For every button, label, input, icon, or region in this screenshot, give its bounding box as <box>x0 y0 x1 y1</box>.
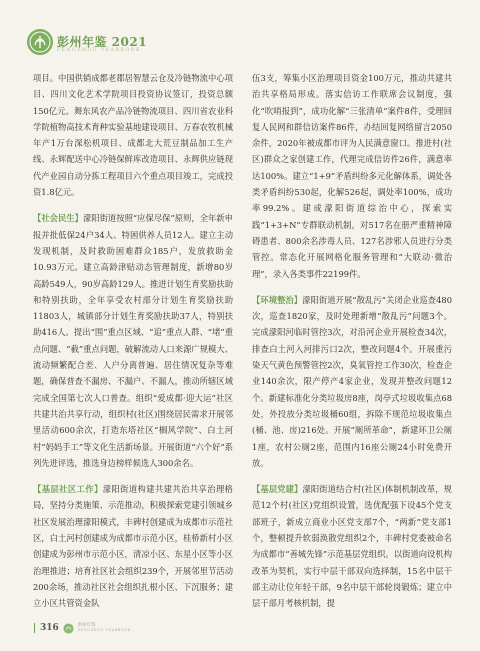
section-tag: 【环境整治】 <box>252 294 303 305</box>
page-header <box>0 0 480 62</box>
section-tag: 【基层党建】 <box>252 484 303 495</box>
section-text: 濛阳街道开展“散乱污”关闭企业巡查480次，巡查1820家，及时处理新增“散乱污”问题3个。完成濛阳河临时管控3次，对沿河企业开展检查34次，排查白土河入河排污口2次，整改问题4个。开展重污染天气黄色预警管控2次，臭氧管控工作30次，检查企业140余次，限产停产4家企业，发现并整改问题12个。新建标准化分类垃圾房8座，岗亭式垃圾收集点68处，外投放分类垃圾桶60组，拆除不规范垃圾收集点(桶、池、房)216处。开展“厕所革命”，新建环卫公厕1座，农村公厕2座，范围内16座公厕24小时免费开放。 <box>252 294 452 468</box>
party-building-section <box>252 481 452 611</box>
page-number: 316 <box>40 623 59 633</box>
continuation-paragraph: 伍3支，筹集小区治理项目资金100万元，推动共建共治共享格局形成。落实信访工作联席会议制度，强化“吹哨报到”，成功化解“三张清单”案件8件，受理回复人民网和群信访案件86件，办结回复网络留言2050余件，2020年被成都市评为人民满意窗口。推进村(社区)群众之家创建工作，代理完成信访件26件，满意率达100%。建立“1+9”矛盾纠纷多元化解体系，调处各类矛盾纠纷530起，化解526起，调处率100%，成功率99.2%。建成濛阳街道综治中心，探索实践“1+3+N”专群联动机制，对517名在册严重精神障碍患者、800余名涉毒人员、127名涉邪人员进行分类管控。常态化开展网格化服务管理和“大联动·微治理”，录入各类事件22199件。 <box>252 73 452 279</box>
footer-book-zh: 彭州年鉴 <box>77 623 96 628</box>
yearbook-logo-icon <box>26 28 54 56</box>
social-welfare-section <box>33 210 233 471</box>
community-work-section <box>33 481 233 611</box>
section-tag: 【基层社区工作】 <box>33 484 103 495</box>
right-column <box>252 70 452 612</box>
page-footer <box>32 620 131 636</box>
section-text: 濛阳街道构建共建共治共享治理格局，坚持分类施策、示范推动，积极探索党建引领城乡社区发展治理濛阳模式，丰碑村创建成为成都市示范社区，白土河村创建成为成都市示范小区，桂桥新村小区创建成为彭州市示范小区，清凉小区、东星小区等小区治理推进；培育社区社会组织239个，开展邻里节活动200余场，推动社区社会组织扎根小区、下沉服务；建立小区共管资金队 <box>33 484 233 609</box>
section-tag: 【社会民生】 <box>33 213 83 224</box>
footer-divider <box>34 623 35 633</box>
footer-book-name <box>78 623 131 633</box>
section-text: 濛阳街道按照“应保尽保”原则，全年新申报并批低保24户34人、特困供养人员12人。建立主动发现机制，及时救助困难群众185户，发放救助金10.93万元。建立高龄津贴动态管理制度，新增80岁高龄549人，90岁高龄129人。推进计划生育奖励扶助和特别扶助，全年享受农村部分计划生育奖励扶助11803人，城镇部分计划生育奖励扶助37人，特别扶助416人。提出“围”重点区域、“追”重点人群、“堵”重点问题、“截”重点问题，破解流动人口来源广规模大、流动频繁配合差、人户分离普遍、居住情况复杂等难题，确保普查不漏房、不漏户、不漏人，推动所辖区域完成全国第七次人口普查。组织“爱成都·迎大运”社区共建共治共享行动，组织村(社区)围绕居民需求开展邻里活动600余次，打造东塔社区“榈风学院”、白土河村“妈妈手工”等文化生活新场景。开展街道“六个好”系列先进评选，推选身边榜样候选人300余名。 <box>33 213 233 468</box>
footer-logo-icon <box>63 623 74 634</box>
yearbook-subtitle: PENGZHOU YEARBOOK <box>57 48 142 53</box>
footer-book-en: PENGZHOU YEARBOOK <box>77 628 131 632</box>
yearbook-title: 彭州年鉴 2021 <box>57 35 148 49</box>
continuation-paragraph: 项目。中国供销成都老郡居智慧云仓及冷链物流中心项目、四川文化艺术学院项目投资协议签订，投资总额150亿元。舞东风农产品冷链物流项目、四川省农业科学院植物高技术育种实验基地建设项目、万春农牧机械年产1万台深松机项目、成都北大荒豆制品加工生产线、永辉配送中心冷链保鲜库改造项目、永辉供应链现代产业园自动分拣工程项目六个重点项目竣工，完成投资1.8亿元。 <box>33 73 233 198</box>
left-column <box>33 70 233 612</box>
section-text: 濛阳街道结合村(社区)体制机制改革，规范12个村(社区)党组织设置，选优配强下设45个党支部班子，新成立商业小区党支部7个，“两新”党支部1个，整顿提升软弱涣散党组织2个，丰碑村党委被命名为成都市“善城先锋”示范基层党组织。以街道向设机构改革为契机，实行中层干部双向选择制，15名中层干部主动让位年轻干部，9名中层干部轮岗锻炼；建立中层干部月考核机制，提 <box>252 484 452 609</box>
environment-section <box>252 292 452 471</box>
